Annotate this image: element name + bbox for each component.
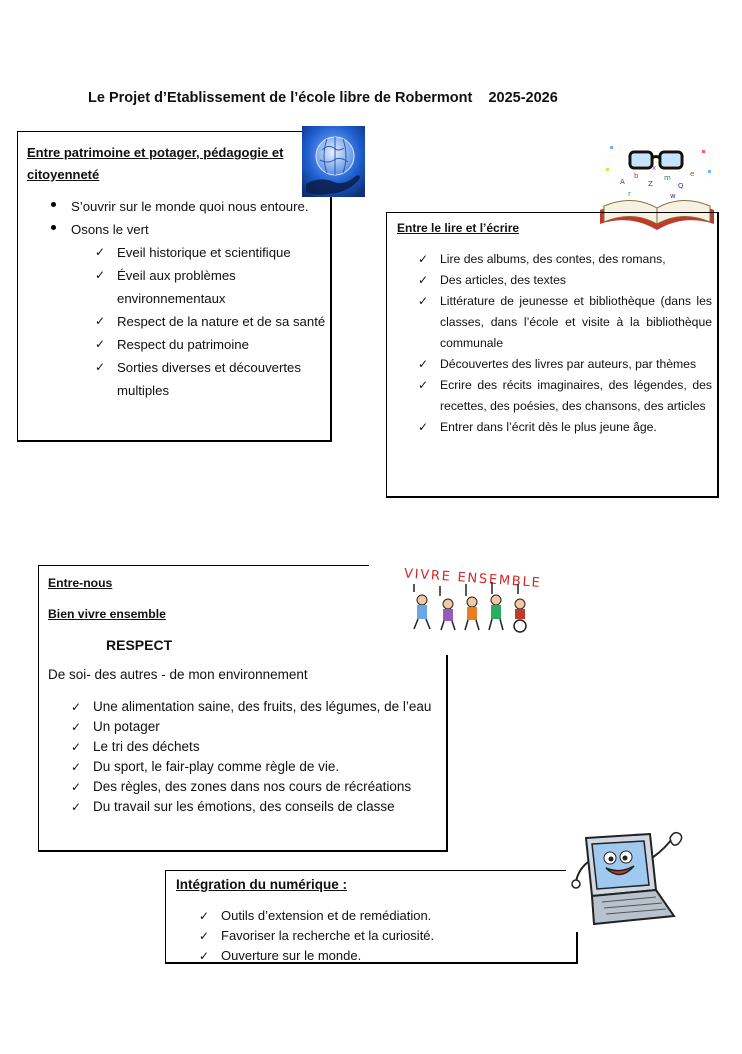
section-patrimoine-bullets <box>71 195 331 241</box>
list-item: ✓ Outils d’extension et de remédiation. <box>221 906 551 926</box>
list-item: ✓ Le tri des déchets <box>93 737 453 757</box>
check-icon: ✓ <box>95 337 106 351</box>
list-item: S’ouvrir sur le monde quoi nous entoure. <box>71 195 331 218</box>
section-lire-ecrire-title: Entre le lire et l’écrire <box>397 221 520 235</box>
list-item: ✓ Respect du patrimoine <box>117 333 327 356</box>
section-numerique-title: Intégration du numérique : <box>176 877 347 892</box>
section-numerique-checks <box>199 906 551 966</box>
list-item: ✓ Une alimentation saine, des fruits, des légumes, de l’eau <box>93 697 453 717</box>
section-lire-ecrire <box>386 212 719 498</box>
svg-text:m: m <box>664 174 671 182</box>
check-icon: ✓ <box>95 314 106 328</box>
check-icon: ✓ <box>71 760 82 774</box>
svg-text:Q: Q <box>678 182 684 190</box>
list-item: ✓ Sorties diverses et découvertes multiples <box>117 356 327 402</box>
banner-text: VIVRE ENSEMBLE <box>403 566 541 591</box>
list-item: ✓ Des règles, des zones dans nos cours de récréations <box>93 777 453 797</box>
check-icon: ✓ <box>71 740 82 754</box>
check-icon: ✓ <box>95 360 106 374</box>
check-icon: ✓ <box>71 720 82 734</box>
list-item: ✓ Littérature de jeunesse et bibliothèque (dans les classes, dans l’école et visite à la bibliothèque communale <box>440 291 712 354</box>
section-patrimoine-title: Entre patrimoine et potager, pédagogie et citoyenneté <box>27 145 284 182</box>
list-item: ✓ Ecrire des récits imaginaires, des légendes, des recettes, des poésies, des chansons, des articles <box>440 375 712 417</box>
check-icon: ✓ <box>199 949 210 963</box>
list-item: ✓ Ouverture sur le monde. <box>221 946 551 966</box>
check-icon: ✓ <box>71 780 82 794</box>
list-item: ✓ Eveil historique et scientifique <box>117 241 327 264</box>
section-entre-nous-checks <box>71 697 453 817</box>
vivre-ensemble-people-icon <box>400 562 545 634</box>
check-icon: ✓ <box>418 252 429 266</box>
list-item: ✓ Respect de la nature et de sa santé <box>117 310 327 333</box>
section-entre-nous-title: Entre-nous <box>48 576 113 590</box>
list-item: ✓ Un potager <box>93 717 453 737</box>
svg-text:e: e <box>690 170 695 178</box>
svg-text:Z: Z <box>648 180 653 188</box>
section-patrimoine <box>17 131 332 442</box>
svg-text:r: r <box>628 190 631 198</box>
check-icon: ✓ <box>95 245 106 259</box>
respect-intro: De soi- des autres - de mon environnement <box>48 667 308 682</box>
svg-text:w: w <box>670 192 676 200</box>
list-item: ✓ Éveil aux problèmes environnementaux <box>117 264 327 310</box>
list-item: ✓ Des articles, des textes <box>440 270 712 291</box>
check-icon: ✓ <box>71 700 82 714</box>
svg-text:x: x <box>652 164 657 172</box>
check-icon: ✓ <box>199 929 210 943</box>
list-item: ✓ Du travail sur les émotions, des conseils de classe <box>93 797 453 817</box>
section-lire-ecrire-checks <box>418 249 712 438</box>
check-icon: ✓ <box>418 294 429 308</box>
page-title: Le Projet d’Etablissement de l’école libre de Robermont 2025-2026 <box>88 90 558 106</box>
respect-heading: RESPECT <box>106 637 173 653</box>
section-entre-nous-subtitle: Bien vivre ensemble <box>48 607 166 621</box>
check-icon: ✓ <box>199 909 210 923</box>
check-icon: ✓ <box>95 268 106 282</box>
check-icon: ✓ <box>418 420 429 434</box>
check-icon: ✓ <box>418 357 429 371</box>
svg-text:A: A <box>620 178 625 186</box>
list-item: ✓ Favoriser la recherche et la curiosité. <box>221 926 551 946</box>
list-item: ✓ Entrer dans l’écrit dès le plus jeune âge. <box>440 417 712 438</box>
check-icon: ✓ <box>418 378 429 392</box>
svg-text:b: b <box>634 172 639 180</box>
section-numerique <box>165 870 578 964</box>
check-icon: ✓ <box>418 273 429 287</box>
section-entre-nous <box>38 565 448 852</box>
list-item: Osons le vert <box>71 218 331 241</box>
globe-in-hand-icon <box>302 126 365 197</box>
check-icon: ✓ <box>71 800 82 814</box>
list-item: ✓ Lire des albums, des contes, des romans, <box>440 249 712 270</box>
waving-laptop-icon <box>566 828 698 932</box>
list-item: ✓ Découvertes des livres par auteurs, par thèmes <box>440 354 712 375</box>
list-item: ✓ Du sport, le fair-play comme règle de vie. <box>93 757 453 777</box>
section-patrimoine-checks <box>95 241 327 402</box>
